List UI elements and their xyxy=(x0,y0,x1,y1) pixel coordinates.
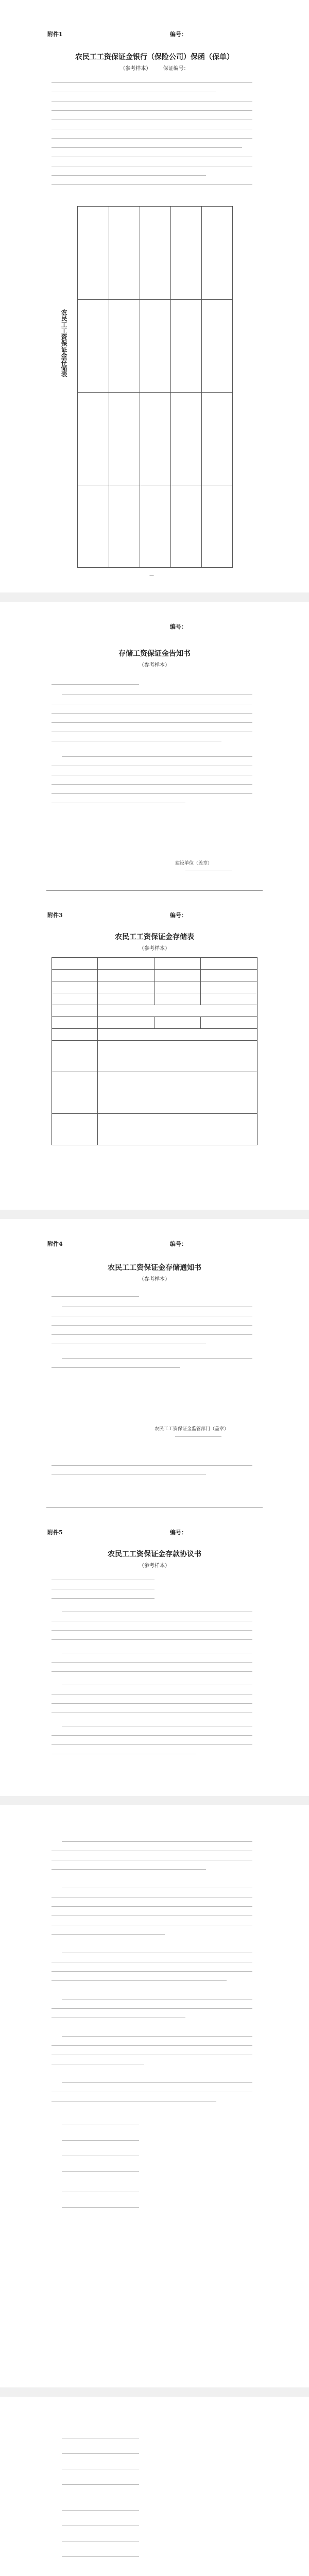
page-title: 农民工工资保证金存储通知书 xyxy=(108,1264,201,1272)
page-3 xyxy=(0,1219,309,1796)
attachment-label: 附件5 xyxy=(47,1529,63,1536)
number-label: 编号： xyxy=(170,1241,187,1247)
signature-label: 建设单位（盖章） xyxy=(175,861,213,866)
body-text xyxy=(52,1574,258,1791)
page-separator xyxy=(0,2387,309,2397)
subtitle-note: 保证编号： xyxy=(163,66,189,72)
body-text xyxy=(52,1836,258,2228)
page-title: 农民工工资保证金存储表 xyxy=(115,933,194,941)
subtitle-main: （参考样本） xyxy=(120,66,151,72)
page-separator xyxy=(0,1796,309,1805)
page-1 xyxy=(0,0,309,592)
number-label: 编号： xyxy=(170,912,187,919)
attachment-label: 附件4 xyxy=(47,1241,63,1247)
deposit-table xyxy=(52,957,258,1145)
notes xyxy=(52,1461,258,1492)
page-separator xyxy=(0,592,309,602)
page-5 xyxy=(0,2397,309,2576)
rotated-table xyxy=(77,206,233,568)
signature-label: 农民工工资保证金监管部门（盖章） xyxy=(154,1427,229,1432)
signature-date-line xyxy=(175,1436,221,1437)
subtitle: （参考样本） xyxy=(139,1563,170,1569)
signature-block xyxy=(52,2428,258,2576)
number-label: 编号： xyxy=(170,31,187,38)
side-title: 农民工工资保证金存储表 xyxy=(60,309,67,377)
page-number: — xyxy=(149,573,154,578)
page-separator xyxy=(0,1210,309,1219)
page-2 xyxy=(0,602,309,1210)
body-text xyxy=(52,1291,258,1415)
divider xyxy=(46,1507,263,1508)
page-4 xyxy=(0,1805,309,2387)
body-text xyxy=(52,77,258,196)
subtitle: （参考样本） xyxy=(139,663,170,668)
subtitle: （参考样本） xyxy=(139,1277,170,1282)
body-text xyxy=(52,679,258,844)
number-label: 编号： xyxy=(170,1529,187,1536)
subtitle: （参考样本） xyxy=(139,946,170,952)
page-title: 存储工资保证金告知书 xyxy=(118,650,191,658)
number-label: 编号： xyxy=(170,623,187,630)
attachment-label: 附件1 xyxy=(47,31,63,38)
divider xyxy=(46,890,263,891)
page-title: 农民工工资保证金银行（保险公司）保函（保单） xyxy=(75,53,234,61)
attachment-label: 附件3 xyxy=(47,912,63,919)
subtitle xyxy=(0,64,309,72)
page-title: 农民工工资保证金存款协议书 xyxy=(108,1550,201,1558)
